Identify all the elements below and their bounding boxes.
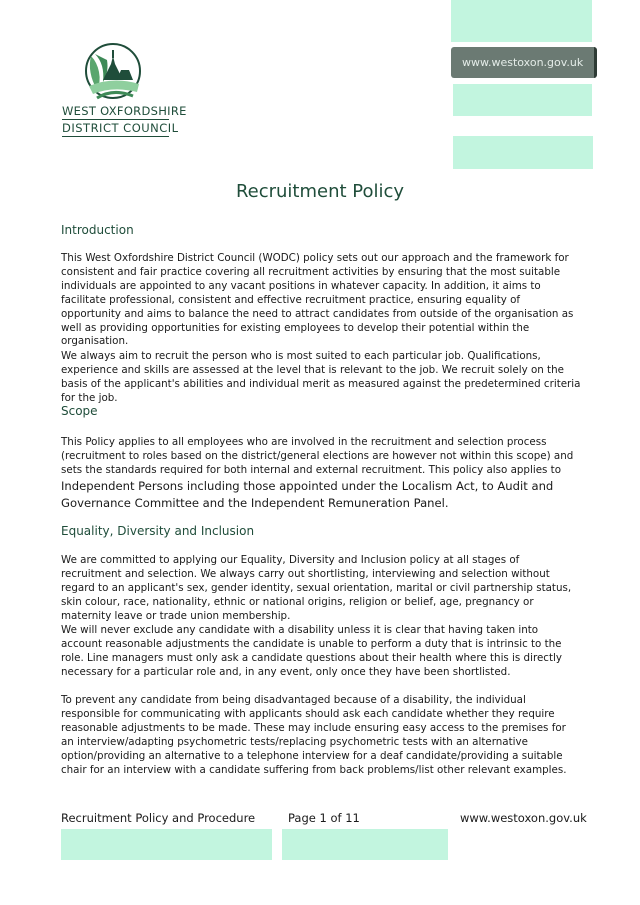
scope-paragraph-part1: This Policy applies to all employees who are involved in the recruitment and selection process (recruitment to roles based on the district/general elections are however not within this scope) and sets the standards required for both internal and external recruitment. This policy also applies to [61, 436, 574, 476]
section-heading-scope: Scope [61, 404, 98, 418]
footer-website-link[interactable]: www.westoxon.gov.uk [460, 811, 587, 825]
header-decor-block-top [451, 0, 592, 42]
scope-paragraph [61, 436, 581, 512]
footer-document-name: Recruitment Policy and Procedure [61, 811, 256, 825]
council-emblem-icon [83, 42, 143, 100]
logo-divider-bottom [62, 136, 169, 137]
section-heading-introduction: Introduction [61, 223, 134, 237]
introduction-paragraph-2: We always aim to recruit the person who is most suited to each particular job. Qualifications, experience and skills are assessed at the level that is relevant to the job. We recruit solely on the basis of the applicant's abilities and individual merit as measured against the predetermined criteria for the job. [61, 350, 581, 404]
scope-paragraph-part2: Independent Persons including those appointed under the Localism Act, to Audit and Governance Committee and the Independent Remuneration Panel. [61, 478, 554, 510]
council-logo [62, 42, 187, 138]
document-title: Recruitment Policy [235, 181, 405, 202]
equality-paragraph-1: We are committed to applying our Equality, Diversity and Inclusion policy at all stages of recruitment and selection. We always carry out shortlisting, interviewing and selection without regard to an applicant's sex, gender identity, sexual orientation, marital or civil partnership status, skin colour, race, nationality, ethnic or national origins, religion or belief, age, pregnancy or maternity leave or trade union membership. [61, 554, 572, 622]
section-heading-equality: Equality, Diversity and Inclusion [61, 524, 255, 538]
footer-decor-block-center [282, 829, 448, 860]
website-banner[interactable]: www.westoxon.gov.uk [451, 47, 597, 78]
equality-paragraph-3: To prevent any candidate from being disadvantaged because of a disability, the individual responsible for communicating with applicants should ask each candidate whether they require reasonable adjustments to be made. These may include ensuring easy access to the premises for an interview/adapting psychometric tests/replacing psychometric tests with an alternative option/providing an alternative to a telephone interview for a deaf candidate/providing a suitable chair for an interview with a candidate suffering from back problems/list other relevant examples. [61, 694, 567, 776]
header-decor-block-bottom [453, 136, 593, 169]
header-decor-block-middle [453, 84, 592, 116]
footer-decor-block-left [61, 829, 272, 860]
logo-divider [62, 119, 169, 120]
introduction-paragraph-1: This West Oxfordshire District Council (WODC) policy sets out our approach and the framework for consistent and fair practice covering all recruitment activities by ensuring that the most suitable individuals are appointed to any vacant positions in whatever capacity. In addition, it aims to facilitate professional, consistent and effective recruitment practice, ensuring equality of opportunity and aims to balance the need to attract candidates from outside of the organisation as well as providing opportunities for existing employees to develop their potential within the organisation. [61, 252, 574, 348]
logo-text-line2: DISTRICT COUNCIL [62, 121, 179, 135]
footer-page-number: Page 1 of 11 [288, 811, 360, 825]
equality-paragraph-2: We will never exclude any candidate with a disability unless it is clear that having taken into account reasonable adjustments the candidate is unable to perform a duty that is intrinsic to the role. Line managers must only ask a candidate questions about their health where this is directly necessary for a particular role and, in any event, only once they have been shortlisted. [61, 624, 562, 678]
logo-text-line1: WEST OXFORDSHIRE [62, 104, 187, 118]
